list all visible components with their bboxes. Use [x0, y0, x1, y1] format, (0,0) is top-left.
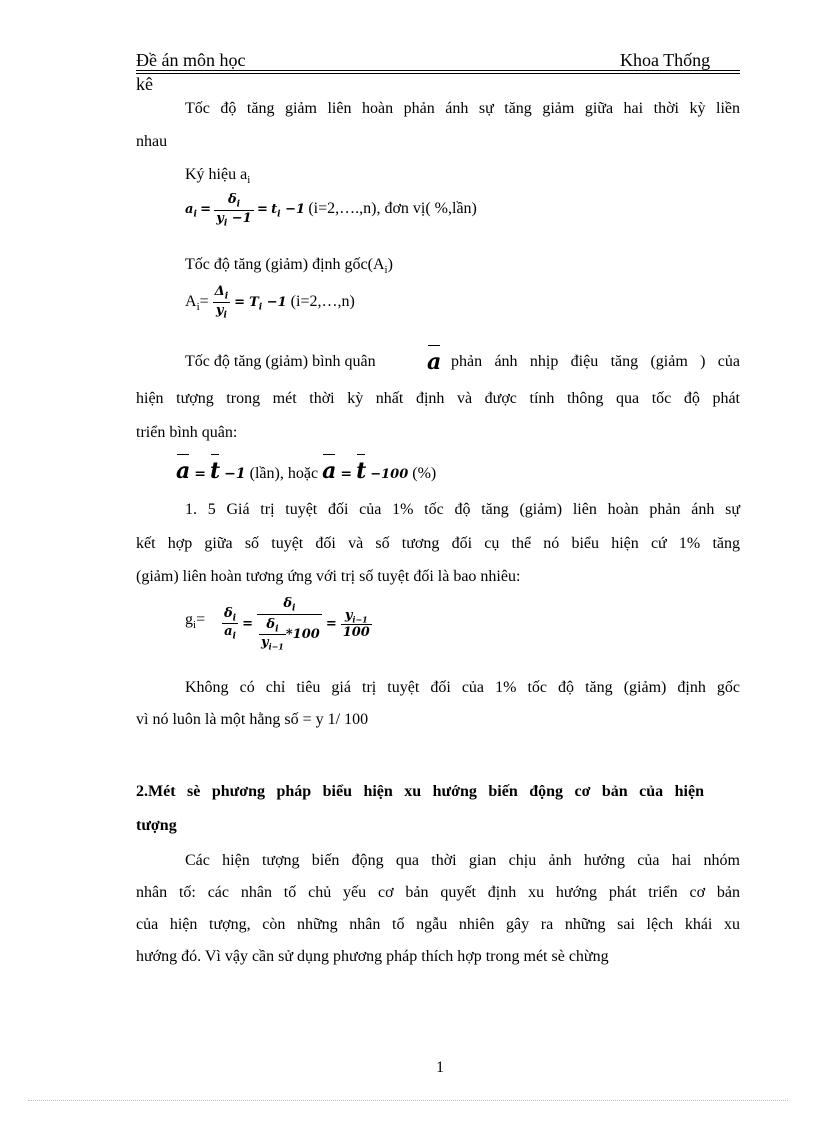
header-left: Đề án môn học — [136, 50, 246, 70]
symbol-intro: Ký hiệu $a_i$ — [185, 166, 251, 187]
s2-line4: hướng đó. Vì vậy cần sử dụng phương pháp thích hợp trong mét sè chừng — [136, 948, 609, 965]
p15-line3: (giảm) liên hoàn tương ứng với trị số tuyệt đối là bao nhiêu: — [136, 568, 521, 585]
base-rate-label: Tốc độ tăng (giảm) định $gốc(A_i)$ — [185, 256, 393, 277]
no-line1: Không có chỉ tiêu giá trị tuyệt đối của 1% tốc độ tăng (giảm) định gốc — [185, 679, 740, 696]
formula-chain-rate: $a_i$ = $\frac{\delta_i}{y_i -1}$ = $t_i -1$ (i=2,….,n), đơn vị( %,lần) — [185, 192, 477, 229]
g-label: $g_i=$ — [185, 611, 206, 632]
s2-line2: nhân tố: các nhân tố chủ yếu cơ bản quyết định xu hướng phát triển cơ bản — [136, 884, 740, 901]
p1-line1: Tốc độ tăng giảm liên hoàn phản ánh sự tăng giảm giữa hai thời kỳ liền — [185, 100, 740, 117]
header-continuation: kê — [136, 74, 153, 94]
a-bar-symbol: a — [427, 349, 442, 375]
formula-average-rate: a = t −1 (lần), hoặc a = t −100 (%) — [176, 458, 437, 484]
section-heading-line2: tượng — [136, 817, 177, 834]
s2-line1: Các hiện tượng biến động qua thời gian chịu ảnh hưởng của hai nhóm — [185, 852, 740, 869]
formula-absolute-value: $\frac{\delta_i}{a_i}$ = $\delta_i$ $\frac{\delta_i}{y_{i-1}}$ *100 = $\frac{y_{i-1}}{100}$ — [224, 596, 370, 652]
header-rule-top — [136, 70, 740, 71]
avg-line2: hiện tượng trong mét thời kỳ nhất định và được tính thông qua tốc độ phát — [136, 390, 740, 407]
p15-line1: 1. 5 Giá trị tuyệt đối của 1% tốc độ tăng (giảm) liên hoàn phản ánh sự — [185, 501, 740, 518]
avg-line1-b: phản ánh nhịp điệu tăng (giảm ) của — [451, 353, 740, 370]
formula-base-rate: $A_i=$ $\frac{\Delta_i}{y_i}$ = $T_i -1$ (i=2,…,n) — [185, 284, 355, 321]
header-right: Khoa Thống — [620, 50, 711, 70]
footer-dotted-rule — [28, 1100, 788, 1101]
avg-line1-a: Tốc độ tăng (giảm) bình quân — [185, 353, 376, 370]
avg-line3: triển bình quân: — [136, 424, 238, 441]
p1-line2: nhau — [136, 133, 168, 150]
header-rule-bottom — [136, 73, 740, 74]
s2-line3: của hiện tượng, còn những nhân tố ngẫu nhiên gây ra những sai lệch khái xu — [136, 916, 740, 933]
page-number: 1 — [436, 1059, 444, 1076]
p15-line2: kết hợp giữa số tuyệt đối và số tương đối cụ thể nó biểu hiện cứ 1% tăng — [136, 535, 740, 552]
no-line2: vì nó luôn là một hằng số = y 1/ 100 — [136, 711, 369, 728]
section-heading-line1: 2.Mét sè phương pháp biểu hiện xu hướng biến động cơ bản của hiện — [136, 783, 704, 800]
